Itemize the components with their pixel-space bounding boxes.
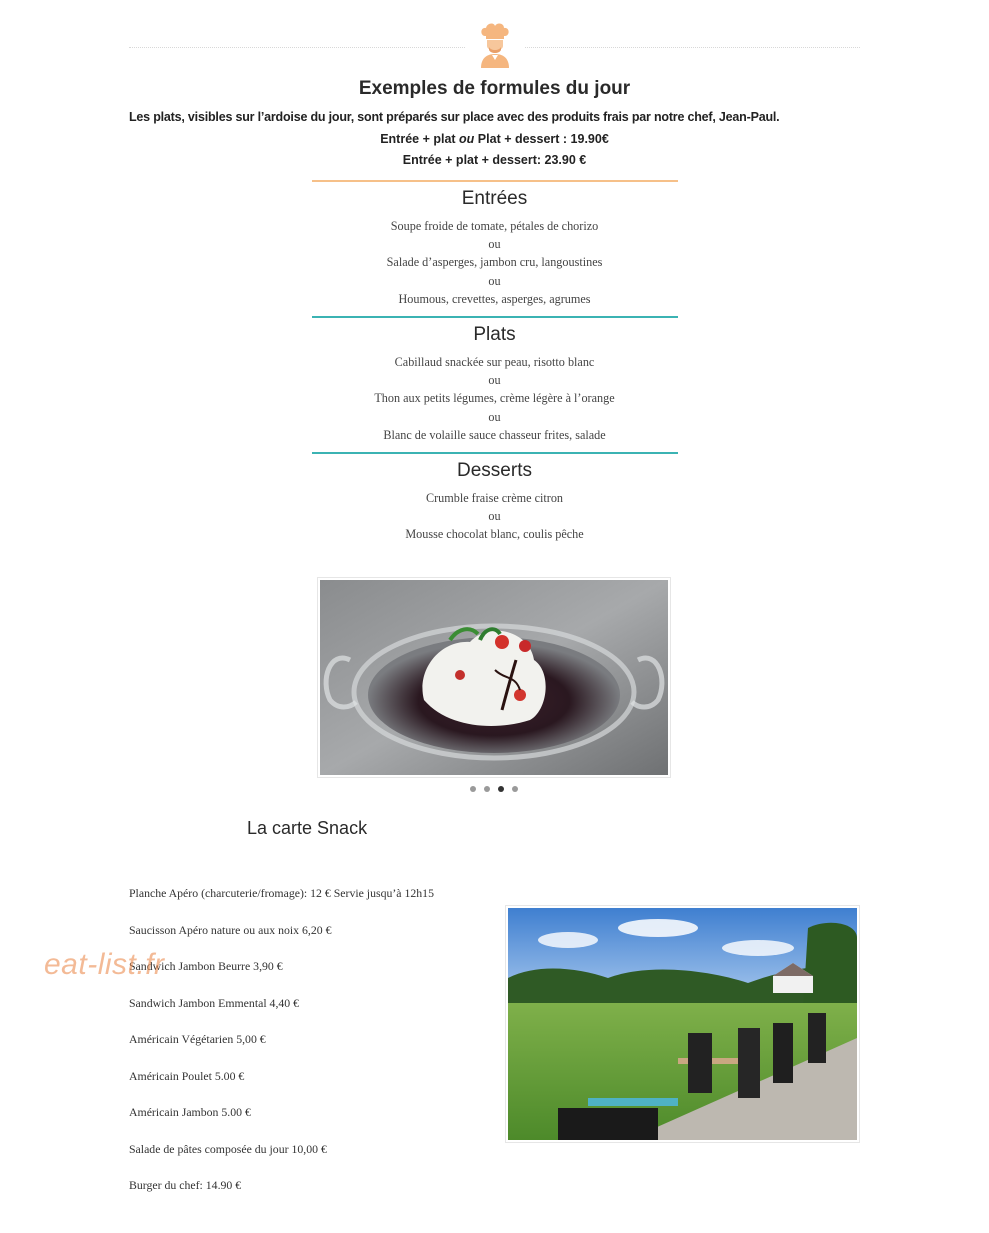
chef-icon [477,22,513,68]
snack-item: Sandwich Jambon Emmental 4,40 € [129,995,300,1010]
desserts-list [0,489,989,544]
carousel-dot[interactable] [512,786,518,792]
menu-item: Houmous, crevettes, asperges, agrumes [398,291,591,306]
menu-separator: ou [488,409,501,424]
menu-item: Crumble fraise crème citron [425,491,564,505]
snack-item: Américain Jambon 5.00 € [129,1105,251,1119]
snack-item: Américain Végétarien 5,00 € [129,1032,266,1046]
divider-plats [312,316,678,318]
menu-separator: ou [488,373,501,388]
entrees-list [0,217,989,308]
section-title-plats: Plats [473,324,516,345]
menu-item: Salade d’asperges, jambon cru, langoustines [386,255,603,270]
dessert-carousel[interactable] [317,577,671,778]
menu-item: Soupe froide de tomate, pétales de chorizo [390,219,599,233]
snack-item: Burger du chef: 14.90 € [129,1178,242,1192]
carousel-dots [470,786,518,792]
formula-1-or: ou [459,132,475,146]
page-title: Exemples de formules du jour [358,78,631,99]
menu-separator: ou [488,273,501,288]
snack-list [129,883,434,1212]
terrace-photo [505,905,860,1143]
terrace-image [508,908,857,1140]
carousel-dot[interactable] [484,786,490,792]
plats-list [0,353,989,444]
snack-item: Sandwich Jambon Beurre 3,90 € [129,959,283,973]
formula-price-1 [0,132,989,146]
section-title-entrees: Entrées [461,188,528,209]
intro-text: Les plats, visibles sur l’ardoise du jour, sont préparés sur place avec des produits frais par notre chef, Jean-Paul. [129,110,780,124]
menu-item: Thon aux petits légumes, crème légère à l’orange [374,391,615,406]
watermark-text: eat-list.fr [44,948,165,981]
snack-item: Planche Apéro (charcuterie/fromage): 12 € Servie jusqu’à 12h15 [129,886,434,900]
snack-item: Américain Poulet 5.00 € [129,1068,245,1083]
header-rule-right [525,47,860,48]
menu-item: Blanc de volaille sauce chasseur frites, salade [383,427,606,442]
snack-title: La carte Snack [247,818,368,838]
formula-1-part1: Entrée + plat [380,132,460,146]
divider-entrees [312,180,678,182]
carousel-dot[interactable] [470,786,476,792]
menu-item: Mousse chocolat blanc, coulis pêche [405,527,584,542]
divider-desserts [312,452,678,454]
snack-item: Salade de pâtes composée du jour 10,00 € [129,1141,327,1156]
menu-item: Cabillaud snackée sur peau, risotto blanc [394,355,595,369]
formula-1-part2: Plat + dessert : 19.90€ [474,132,609,146]
carousel-dot-active[interactable] [498,786,504,792]
menu-separator: ou [488,509,501,524]
menu-separator: ou [488,237,501,252]
formula-price-2: Entrée + plat + dessert: 23.90 € [402,153,587,167]
snack-item: Saucisson Apéro nature ou aux noix 6,20 € [129,922,332,937]
dessert-photo [320,580,668,775]
section-title-desserts: Desserts [457,460,532,481]
header-rule-left [129,47,465,48]
